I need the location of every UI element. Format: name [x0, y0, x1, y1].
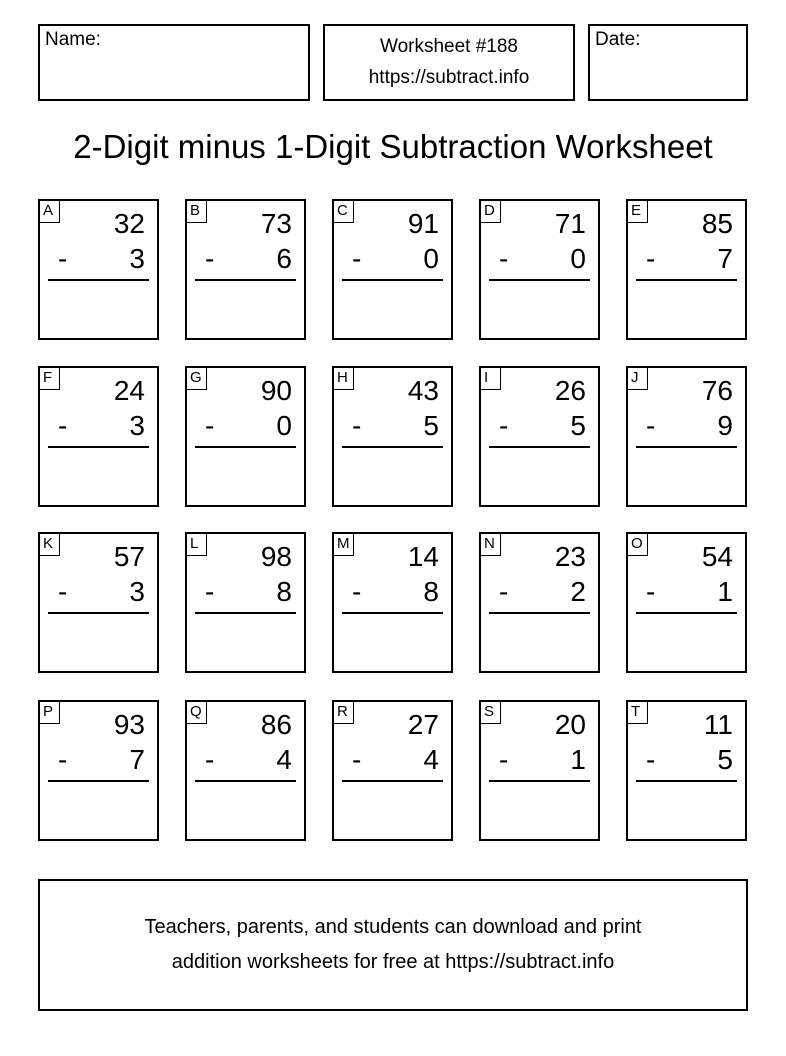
minus-sign: - [205, 744, 215, 775]
subtrahend: 3 [129, 410, 145, 441]
minus-sign: - [58, 410, 68, 441]
subtrahend: 9 [717, 410, 733, 441]
problem-box [185, 532, 306, 673]
minuend: 98 [260, 541, 292, 572]
answer-line [195, 780, 296, 782]
answer-line [489, 612, 590, 614]
answer-line [48, 279, 149, 281]
problem-box [626, 199, 747, 340]
worksheet-url: https://subtract.info [368, 67, 530, 88]
subtrahend: 2 [570, 576, 586, 607]
problem-letter: D [480, 200, 501, 223]
minus-sign: - [646, 410, 656, 441]
subtrahend: 5 [570, 410, 586, 441]
subtrahend: 3 [129, 576, 145, 607]
minus-sign: - [499, 243, 509, 274]
minuend: 26 [554, 375, 586, 406]
subtrahend: 0 [276, 410, 292, 441]
minus-sign: - [646, 243, 656, 274]
footer-line-1: Teachers, parents, and students can download and print [144, 916, 642, 938]
subtrahend: 7 [129, 744, 145, 775]
problem-letter: P [39, 701, 60, 724]
answer-line [342, 279, 443, 281]
minus-sign: - [499, 744, 509, 775]
minus-sign: - [499, 410, 509, 441]
problem-box [38, 700, 159, 841]
minuend: 14 [407, 541, 439, 572]
problem-letter: E [627, 200, 648, 223]
subtrahend: 8 [423, 576, 439, 607]
problem-letter: S [480, 701, 501, 724]
minuend: 11 [703, 709, 733, 740]
problem-letter: J [627, 367, 648, 390]
date-label: Date: [595, 29, 641, 50]
problem-box [626, 366, 747, 507]
answer-line [342, 612, 443, 614]
problem-box [479, 366, 600, 507]
answer-line [195, 279, 296, 281]
answer-line [195, 446, 296, 448]
minus-sign: - [646, 576, 656, 607]
minus-sign: - [352, 576, 362, 607]
subtrahend: 6 [276, 243, 292, 274]
minus-sign: - [352, 744, 362, 775]
problem-letter: F [39, 367, 60, 390]
minuend: 24 [113, 375, 145, 406]
answer-line [636, 780, 737, 782]
subtrahend: 1 [717, 576, 733, 607]
minuend: 23 [554, 541, 586, 572]
problem-letter: N [480, 533, 501, 556]
problem-letter: A [39, 200, 60, 223]
problem-letter: G [186, 367, 207, 390]
minuend: 73 [260, 208, 292, 239]
answer-line [195, 612, 296, 614]
minuend: 20 [554, 709, 586, 740]
answer-line [342, 780, 443, 782]
minuend: 93 [113, 709, 145, 740]
minuend: 71 [554, 208, 586, 239]
problem-box [332, 199, 453, 340]
answer-line [48, 612, 149, 614]
name-field-box [38, 24, 310, 101]
minus-sign: - [646, 744, 656, 775]
problem-letter: B [186, 200, 207, 223]
subtrahend: 4 [423, 744, 439, 775]
problem-box [332, 700, 453, 841]
subtrahend: 3 [129, 243, 145, 274]
answer-line [342, 446, 443, 448]
subtrahend: 5 [423, 410, 439, 441]
answer-line [48, 446, 149, 448]
minuend: 91 [407, 208, 439, 239]
problem-letter: M [333, 533, 354, 556]
minus-sign: - [205, 410, 215, 441]
answer-line [48, 780, 149, 782]
minus-sign: - [352, 243, 362, 274]
subtrahend: 0 [423, 243, 439, 274]
problem-box [185, 199, 306, 340]
problem-box [38, 366, 159, 507]
problem-letter: H [333, 367, 354, 390]
problem-box [332, 366, 453, 507]
subtrahend: 1 [570, 744, 586, 775]
minuend: 54 [701, 541, 733, 572]
name-label: Name: [45, 29, 101, 50]
problem-box [626, 532, 747, 673]
minuend: 85 [701, 208, 733, 239]
problem-box [38, 532, 159, 673]
minus-sign: - [58, 243, 68, 274]
problem-box [479, 532, 600, 673]
problem-letter: C [333, 200, 354, 223]
problem-box [185, 700, 306, 841]
problem-letter: K [39, 533, 60, 556]
problem-letter: Q [186, 701, 207, 724]
minuend: 57 [113, 541, 145, 572]
minus-sign: - [205, 243, 215, 274]
answer-line [636, 612, 737, 614]
problem-box [479, 700, 600, 841]
minuend: 32 [113, 208, 145, 239]
worksheet-info-box [323, 24, 575, 101]
minus-sign: - [205, 576, 215, 607]
minuend: 76 [701, 375, 733, 406]
worksheet-number: Worksheet #188 [379, 36, 518, 57]
subtrahend: 5 [717, 744, 733, 775]
minuend: 43 [407, 375, 439, 406]
minuend: 90 [260, 375, 292, 406]
problem-box [626, 700, 747, 841]
problem-box [38, 199, 159, 340]
answer-line [636, 279, 737, 281]
problem-box [185, 366, 306, 507]
subtrahend: 0 [570, 243, 586, 274]
minuend: 27 [407, 709, 439, 740]
subtrahend: 7 [717, 243, 733, 274]
problem-letter: T [627, 701, 648, 724]
problem-letter: L [186, 533, 207, 556]
minus-sign: - [352, 410, 362, 441]
date-field-box [588, 24, 748, 101]
minus-sign: - [58, 744, 68, 775]
problem-letter: I [480, 367, 501, 390]
problem-box [332, 532, 453, 673]
minus-sign: - [58, 576, 68, 607]
footer-line-2: addition worksheets for free at https://subtract.info [171, 951, 615, 973]
subtrahend: 4 [276, 744, 292, 775]
problem-letter: R [333, 701, 354, 724]
answer-line [489, 446, 590, 448]
minuend: 86 [260, 709, 292, 740]
subtrahend: 8 [276, 576, 292, 607]
answer-line [636, 446, 737, 448]
footer-box [38, 879, 748, 1011]
minus-sign: - [499, 576, 509, 607]
answer-line [489, 780, 590, 782]
answer-line [489, 279, 590, 281]
page-title: 2-Digit minus 1-Digit Subtraction Worksheet [73, 128, 713, 165]
problem-letter: O [627, 533, 648, 556]
problem-box [479, 199, 600, 340]
